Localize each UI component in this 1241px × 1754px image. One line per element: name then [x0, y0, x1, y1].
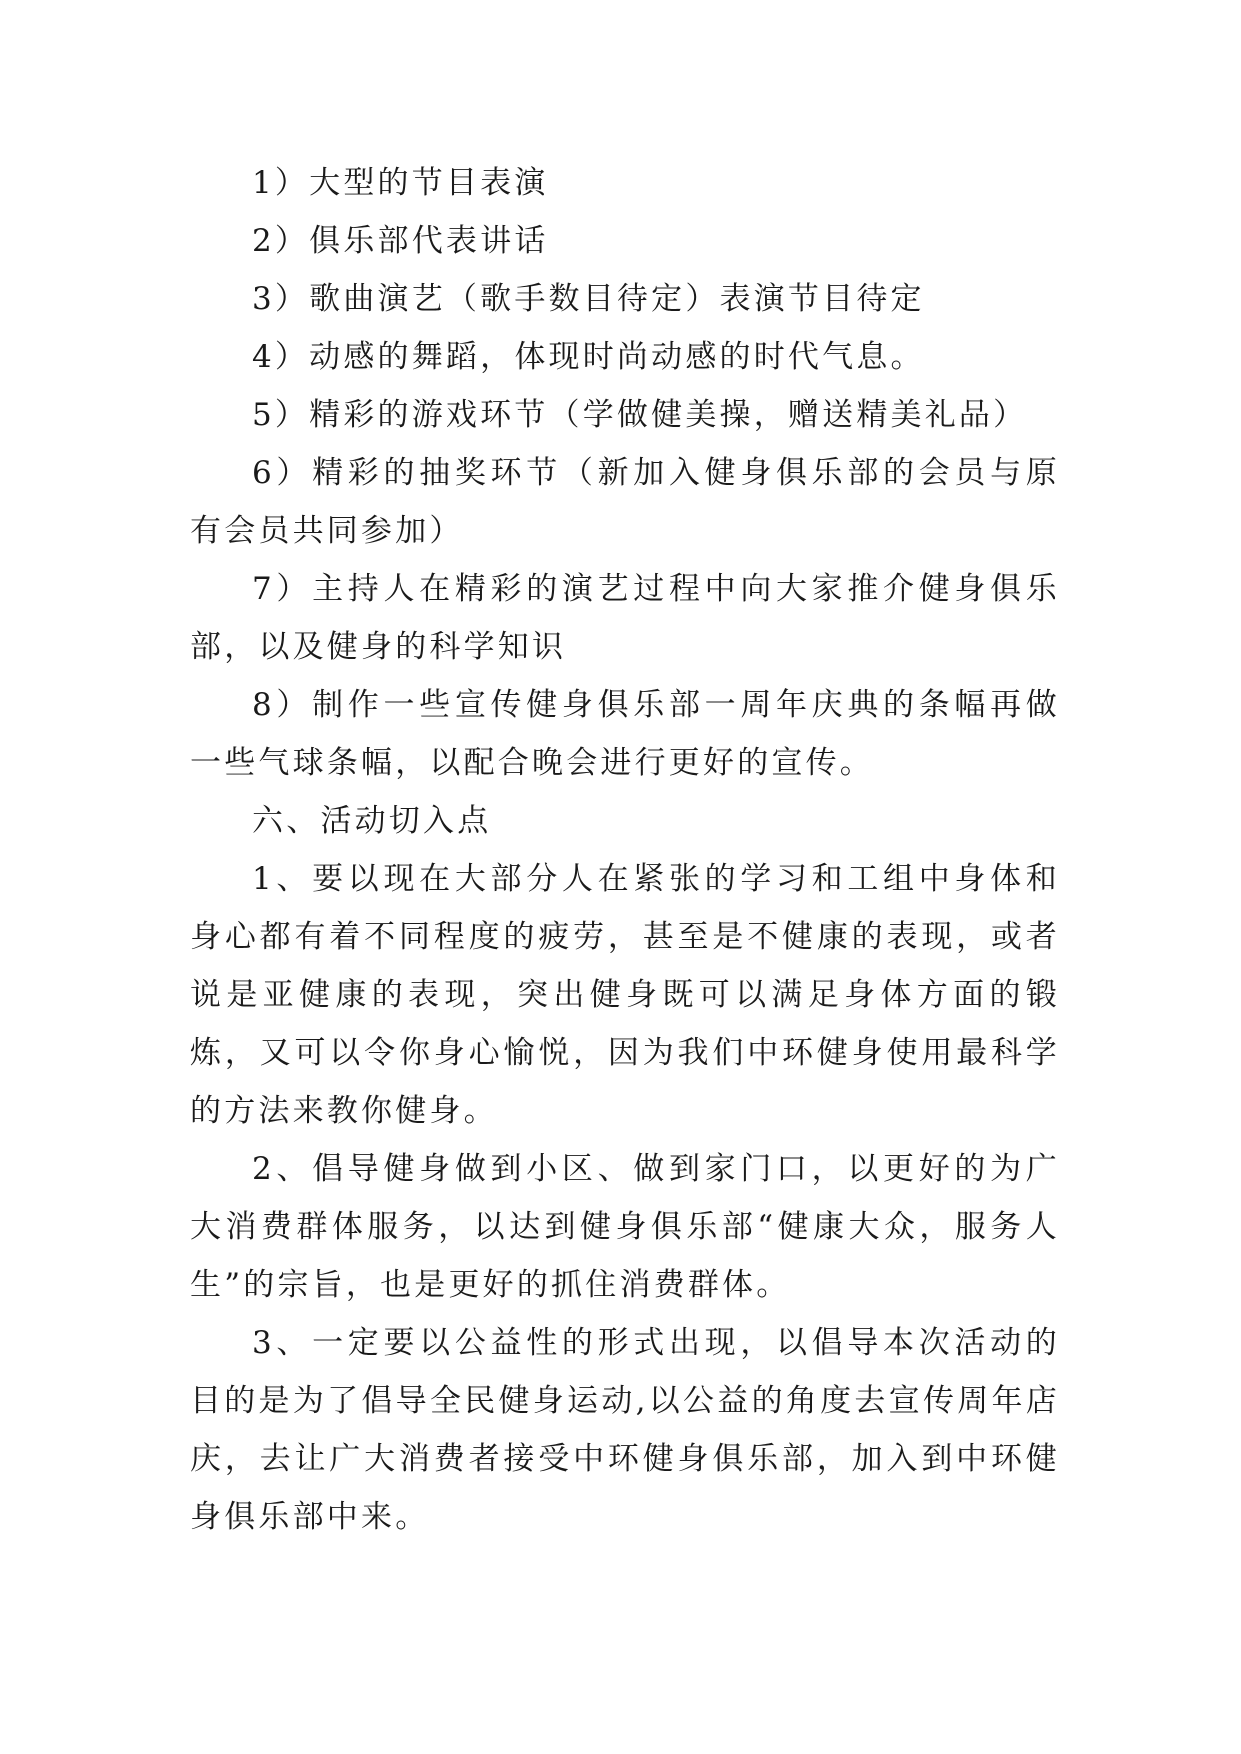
list-item-singing-performance: 3）歌曲演艺（歌手数目待定）表演节目待定 [252, 281, 925, 317]
list-item-host-introduction: 7）主持人在精彩的演艺过程中向大家推介健身俱乐部，以及健身的科学知识 [190, 571, 1060, 665]
list-item-program-performance: 1）大型的节目表演 [252, 165, 549, 201]
paragraph-point-1: 1、要以现在大部分人在紧张的学习和工组中身体和身心都有着不同程度的疲劳，甚至是不健康的表现，或者说是亚健康的表现，突出健身既可以满足身体方面的锻炼，又可以令你身心愉悦，因为我们中环健身使用最科学的方法来教你健身。 [190, 861, 1060, 1129]
list-item-dance: 4）动感的舞蹈，体现时尚动感的时代气息。 [252, 339, 925, 375]
list-item-banners: 8）制作一些宣传健身俱乐部一周年庆典的条幅再做一些气球条幅，以配合晚会进行更好的宣传。 [190, 687, 1060, 781]
list-item-lottery-session: 6）精彩的抽奖环节（新加入健身俱乐部的会员与原有会员共同参加） [190, 455, 1060, 549]
list-item-club-speech: 2）俱乐部代表讲话 [252, 223, 549, 259]
list-item-game-session: 5）精彩的游戏环节（学做健美操，赠送精美礼品） [252, 397, 1028, 433]
paragraph-point-2: 2、倡导健身做到小区、做到家门口，以更好的为广大消费群体服务，以达到健身俱乐部“健康大众，服务人生”的宗旨，也是更好的抓住消费群体。 [190, 1151, 1060, 1303]
section-heading-activity-entry-point: 六、活动切入点 [252, 803, 492, 839]
document-body [190, 154, 1060, 1546]
paragraph-point-3: 3、一定要以公益性的形式出现，以倡导本次活动的目的是为了倡导全民健身运动,以公益的角度去宣传周年店庆，去让广大消费者接受中环健身俱乐部，加入到中环健身俱乐部中来。 [190, 1325, 1060, 1535]
